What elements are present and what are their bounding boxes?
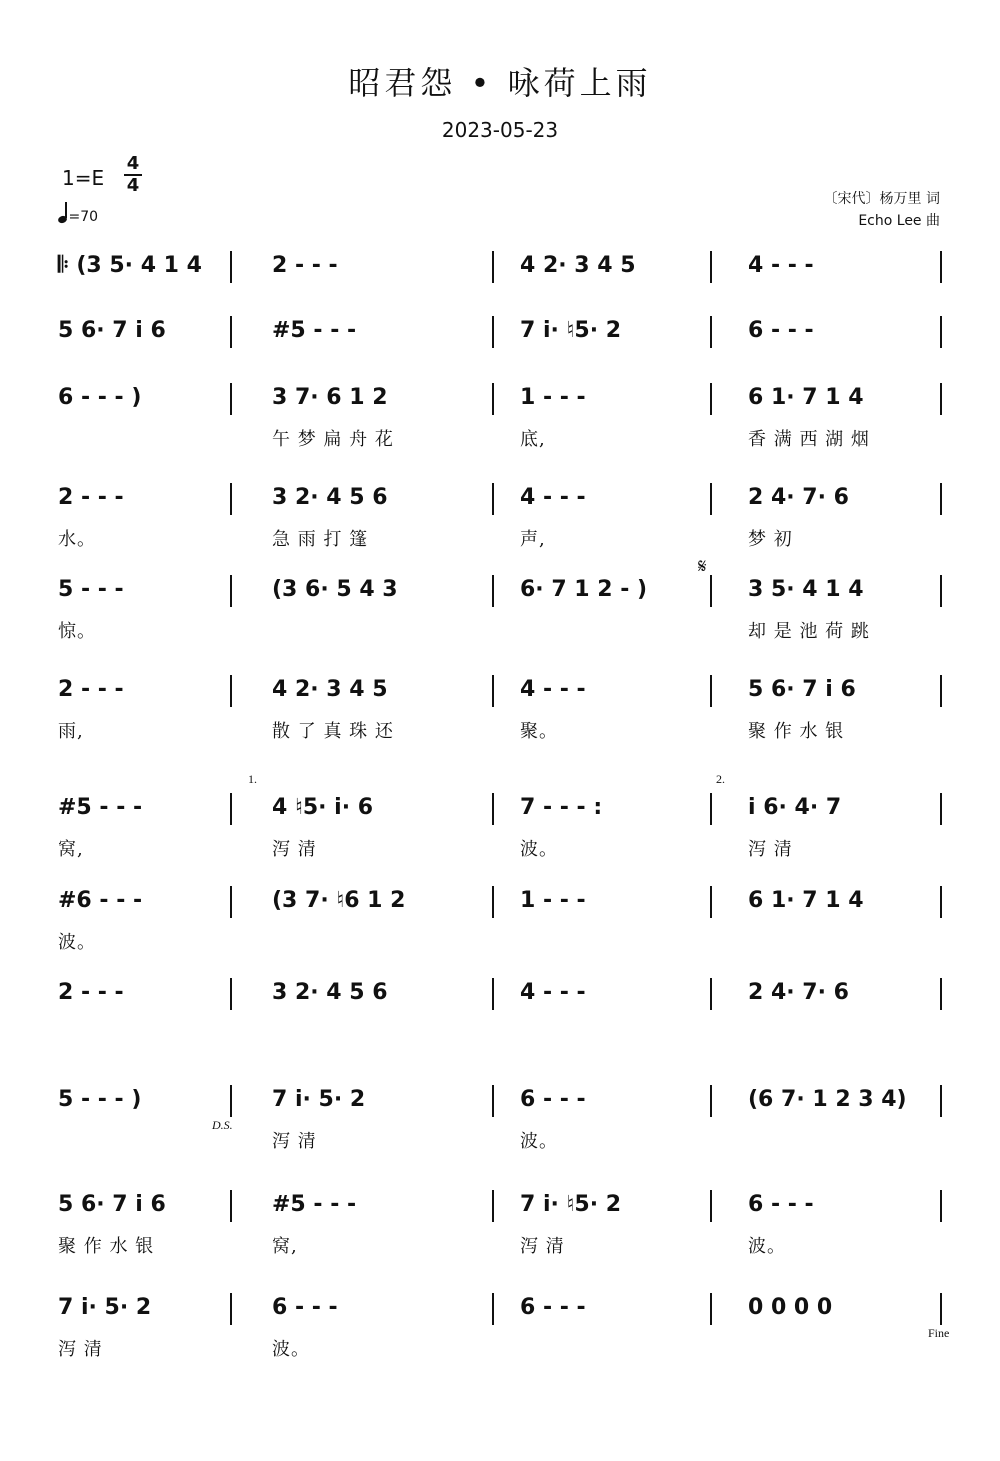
measure-notes: 6· 7 1 2 - ) <box>520 577 648 602</box>
measure-notes: 7 - - - : <box>520 795 603 820</box>
barline <box>492 575 494 607</box>
measure-lyrics: 泻 清 <box>272 839 317 860</box>
measure-notes: 4 - - - <box>520 485 586 510</box>
barline <box>940 1293 942 1325</box>
barline <box>230 675 232 707</box>
measure-lyrics: 泻 清 <box>58 1339 103 1360</box>
barline <box>710 1190 712 1222</box>
measure-notes: 3 2· 4 5 6 <box>272 980 388 1005</box>
date: 2023-05-23 <box>441 118 559 142</box>
measure-notes: 3 5· 4 1 4 <box>748 577 864 602</box>
measure-notes: #5 - - - <box>272 1192 357 1217</box>
measure-lyrics: 底, <box>520 429 546 450</box>
barline <box>230 1190 232 1222</box>
volta-1: 1. <box>248 772 257 786</box>
barline <box>492 793 494 825</box>
time-top: 4 <box>126 153 140 174</box>
barline <box>940 1085 942 1117</box>
barline <box>710 886 712 918</box>
measure-notes: 1 - - - <box>520 888 586 913</box>
tempo-mark <box>58 205 98 225</box>
page-title: 昭君怨 • 咏荷上雨 <box>348 64 652 102</box>
key-signature: 1=E <box>62 166 105 190</box>
barline <box>940 978 942 1010</box>
measure-notes: 6 1· 7 1 4 <box>748 888 864 913</box>
measure-notes: 6 - - - <box>272 1295 338 1320</box>
measure-notes: 6 - - - <box>748 1192 814 1217</box>
barline <box>492 1293 494 1325</box>
measure-notes: 𝄆 (3 5· 4 1 4 <box>58 253 202 278</box>
measure-notes: 7 i· ♮5· 2 <box>520 318 622 343</box>
barline <box>940 675 942 707</box>
barline <box>940 793 942 825</box>
barline <box>230 793 232 825</box>
measure-lyrics: 急 雨 打 篷 <box>272 529 369 550</box>
measure-notes: 7 i· 5· 2 <box>58 1295 152 1320</box>
lyricist: 〔宋代〕杨万里 词 <box>823 191 940 207</box>
measure-lyrics: 聚 作 水 银 <box>748 721 845 742</box>
tempo-value: =70 <box>68 209 99 225</box>
barline <box>230 1293 232 1325</box>
barline <box>940 1190 942 1222</box>
barline <box>940 886 942 918</box>
measure-notes: 7 i· ♮5· 2 <box>520 1192 622 1217</box>
barline <box>230 886 232 918</box>
barline <box>492 675 494 707</box>
measure-notes: #6 - - - <box>58 888 143 913</box>
barline <box>492 1190 494 1222</box>
barline <box>710 793 712 825</box>
measure-notes: 5 6· 7 i 6 <box>748 677 856 702</box>
barline <box>940 483 942 515</box>
measure-lyrics: 午 梦 扁 舟 花 <box>272 429 394 450</box>
measure-lyrics: 聚。 <box>520 721 558 742</box>
measure-lyrics: 梦 初 <box>748 529 793 550</box>
barline <box>710 675 712 707</box>
measure-notes: (6 7· 1 2 3 4) <box>748 1087 907 1112</box>
barline <box>230 1085 232 1117</box>
barline <box>710 251 712 283</box>
barline <box>710 575 712 607</box>
time-signature <box>122 154 144 196</box>
measure-notes: #5 - - - <box>272 318 357 343</box>
measure-notes: (3 7· ♮6 1 2 <box>272 888 406 913</box>
measure-lyrics: 却 是 池 荷 跳 <box>748 621 870 642</box>
measure-lyrics: 散 了 真 珠 还 <box>272 721 394 742</box>
ds-mark: D.S. <box>212 1118 233 1132</box>
measure-notes: 7 i· 5· 2 <box>272 1087 366 1112</box>
measure-lyrics: 泻 清 <box>748 839 793 860</box>
measure-lyrics: 聚 作 水 银 <box>58 1236 155 1257</box>
measure-lyrics: 水。 <box>58 529 96 550</box>
barline <box>492 886 494 918</box>
measure-lyrics: 声, <box>520 529 546 550</box>
measure-lyrics: 波。 <box>58 932 96 953</box>
measure-notes: (3 6· 5 4 3 <box>272 577 398 602</box>
measure-lyrics: 惊。 <box>58 621 96 642</box>
barline <box>710 978 712 1010</box>
measure-notes: 6 1· 7 1 4 <box>748 385 864 410</box>
measure-notes: 2 - - - <box>272 253 338 278</box>
measure-notes: 2 - - - <box>58 980 124 1005</box>
barline <box>492 251 494 283</box>
barline <box>492 978 494 1010</box>
barline <box>492 1085 494 1117</box>
measure-lyrics: 香 满 西 湖 烟 <box>748 429 870 450</box>
measure-lyrics: 窝, <box>272 1236 298 1257</box>
measure-notes: 2 - - - <box>58 485 124 510</box>
measure-notes: 5 6· 7 i 6 <box>58 318 166 343</box>
measure-notes: #5 - - - <box>58 795 143 820</box>
barline <box>940 383 942 415</box>
barline <box>940 251 942 283</box>
barline <box>230 251 232 283</box>
measure-notes: 4 - - - <box>520 980 586 1005</box>
measure-notes: 2 4· 7· 6 <box>748 485 849 510</box>
barline <box>710 483 712 515</box>
measure-lyrics: 雨, <box>58 721 84 742</box>
fine-mark: Fine <box>928 1326 950 1340</box>
measure-notes: i 6· 4· 7 <box>748 795 842 820</box>
barline <box>230 978 232 1010</box>
measure-notes: 4 2· 3 4 5 <box>272 677 388 702</box>
barline <box>940 575 942 607</box>
barline <box>492 483 494 515</box>
measure-notes: 2 4· 7· 6 <box>748 980 849 1005</box>
measure-lyrics: 窝, <box>58 839 84 860</box>
measure-notes: 5 6· 7 i 6 <box>58 1192 166 1217</box>
barline <box>710 316 712 348</box>
measure-lyrics: 波。 <box>520 1131 558 1152</box>
measure-lyrics: 波。 <box>272 1339 310 1360</box>
barline <box>710 383 712 415</box>
measure-notes: 6 - - - ) <box>58 385 142 410</box>
barline <box>230 316 232 348</box>
measure-notes: 4 - - - <box>748 253 814 278</box>
barline <box>230 483 232 515</box>
barline <box>710 1085 712 1117</box>
measure-notes: 4 ♮5· i· 6 <box>272 795 374 820</box>
barline <box>492 383 494 415</box>
measure-notes: 3 7· 6 1 2 <box>272 385 388 410</box>
volta-2: 2. <box>716 772 725 786</box>
measure-notes: 6 - - - <box>520 1087 586 1112</box>
measure-notes: 2 - - - <box>58 677 124 702</box>
barline <box>230 383 232 415</box>
barline <box>230 575 232 607</box>
measure-lyrics: 泻 清 <box>520 1236 565 1257</box>
barline <box>710 1293 712 1325</box>
measure-notes: 4 - - - <box>520 677 586 702</box>
time-bottom: 4 <box>126 175 140 196</box>
measure-notes: 1 - - - <box>520 385 586 410</box>
barline <box>492 316 494 348</box>
measure-lyrics: 波。 <box>520 839 558 860</box>
measure-notes: 4 2· 3 4 5 <box>520 253 636 278</box>
measure-notes: 0 0 0 0 <box>748 1295 833 1320</box>
measure-notes: 5 - - - <box>58 577 124 602</box>
measure-notes: 3 2· 4 5 6 <box>272 485 388 510</box>
segno-icon: 𝄋 <box>698 556 707 578</box>
measure-lyrics: 泻 清 <box>272 1131 317 1152</box>
measure-lyrics: 波。 <box>748 1236 786 1257</box>
measure-notes: 5 - - - ) <box>58 1087 142 1112</box>
composer: Echo Lee 曲 <box>858 213 940 229</box>
measure-notes: 6 - - - <box>520 1295 586 1320</box>
barline <box>940 316 942 348</box>
measure-notes: 6 - - - <box>748 318 814 343</box>
